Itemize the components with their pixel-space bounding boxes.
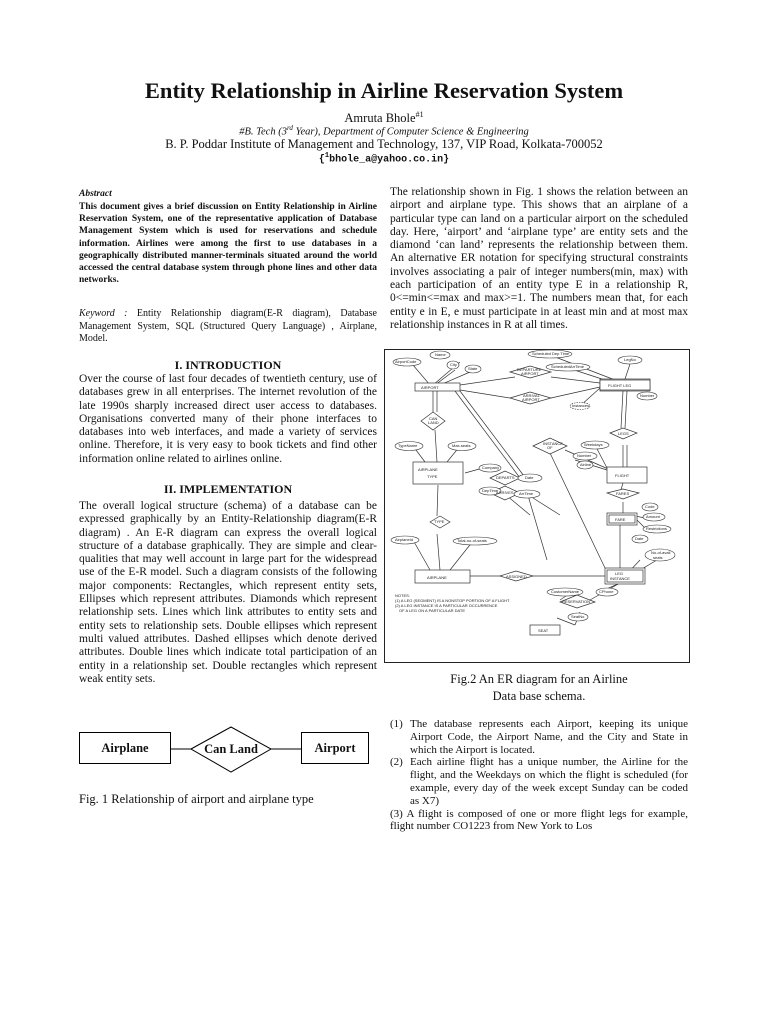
er-entity-airplane-type: AIRPLANE [418, 467, 438, 472]
abstract-heading: Abstract [79, 189, 112, 199]
list-item-text: Each airline flight has a unique number, the Airline for the flight, and the Weekdays on which the flight is scheduled (for example, every day of the week except Sunday can be coded as X7) [410, 756, 688, 807]
svg-text:OF: OF [547, 445, 553, 450]
svg-text:Total-no-of-seats: Total-no-of-seats [457, 538, 487, 543]
svg-text:INSTANCE: INSTANCE [610, 576, 630, 581]
list-item-text: The database represents each Airport, keeping its unique Airport Code, the Airport Name, and the City and State in which the Airport is located. [410, 718, 688, 756]
figure-2-caption-line-2: Data base schema. [492, 689, 586, 703]
svg-text:AirportCode: AirportCode [395, 359, 417, 364]
svg-text:CPhone: CPhone [599, 589, 614, 594]
implementation-heading: II. IMPLEMENTATION [163, 482, 293, 496]
svg-text:TypeName: TypeName [398, 443, 418, 448]
er-entity-airport: AIRPORT [421, 385, 439, 390]
er-diagram [385, 350, 689, 662]
svg-text:Scheduled Dep Time: Scheduled Dep Time [532, 351, 570, 356]
svg-text:State: State [468, 366, 478, 371]
figure-2 [384, 349, 690, 663]
svg-text:ScheduledArrTime: ScheduledArrTime [551, 364, 584, 369]
svg-text:DEPARTS: DEPARTS [496, 475, 515, 480]
svg-text:INSTANCE: INSTANCE [543, 441, 563, 446]
keywords-label: Keyword : [79, 308, 128, 319]
figure-2-caption [390, 671, 688, 705]
fig1-entity-airport: Airport [301, 732, 369, 764]
svg-text:LEGS: LEGS [618, 431, 629, 436]
svg-text:DEPARTURE: DEPARTURE [517, 367, 542, 372]
implementation-text: The overall logical structure (schema) of a database can be expressed graphically by an Entity-Relationship diagram(E-R diagram) . An E-R diagram can express the overall logical structure of a database graphically. They are simple and clear-qualities that may well account in large part for the widespread use of the E-R model. Such a diagram consists of the following major components: Rectangles, which represent entity sets, Ellipses which represent attributes. Diamonds which represent relationship sets. Lines which link attributes to entity sets and entity sets to relationship sets. Double ellipses which represent multi valued attributes. Dashed ellipses which denote derived attributes. Double lines which indicate total participation of an entity in a relationship set. Double rectangles which represent weak entity sets. [79, 500, 377, 685]
svg-text:Weekdays: Weekdays [584, 442, 603, 447]
svg-text:Airline: Airline [580, 462, 592, 467]
svg-text:AIRPORT: AIRPORT [522, 397, 540, 402]
fig1-relationship-label: Can Land [204, 742, 258, 756]
list-item [390, 808, 688, 834]
svg-text:Instances: Instances [572, 403, 590, 408]
email-body: bhole_a@yahoo.co.in} [329, 154, 450, 166]
requirements-list [390, 718, 688, 833]
keywords-text: Entity Relationship diagram(E-R diagram), Database Management System, SQL (Structured Query Language) , Airplane, Model. [79, 308, 377, 344]
keywords [79, 308, 377, 346]
er-entity-flight: FLIGHT [615, 473, 630, 478]
affiliation [0, 124, 768, 138]
svg-text:(1) A LEG (SEGMENT) IS A NONST: (1) A LEG (SEGMENT) IS A NONSTOP PORTION OF A FLIGHT [395, 598, 510, 603]
list-item [390, 718, 688, 756]
svg-text:AIRPORT: AIRPORT [521, 371, 539, 376]
svg-text:FARES: FARES [616, 491, 630, 496]
svg-text:DepTime: DepTime [482, 488, 499, 493]
svg-text:TYPE: TYPE [427, 474, 438, 479]
svg-text:Number: Number [640, 393, 655, 398]
right-paragraph-1: The relationship shown in Fig. 1 shows the relation between an airport and airplane type. This shows that an airplane of a particular type can land on a particular airport on the scheduled day. Here, ‘airport’ and ‘airplane type’ are entity sets and the diamond ‘can land’ represents the relationship between them. An alternative ER notation for specifying structural constraints involves associating a pair of integer numbers(min, max) with each participation of an entity type E in a relationship R, 0<=min<=max and max>=1. The numbers mean that, for each entity e in E, e must participate in at least min and at most max relationship instances in R at all times. [390, 186, 688, 331]
svg-text:Company: Company [482, 465, 500, 470]
er-entity-leg-instance: LEG [615, 571, 624, 576]
svg-text:Code: Code [645, 504, 655, 509]
svg-text:Number: Number [577, 453, 592, 458]
figure-1 [79, 725, 379, 775]
abstract-text: This document gives a brief discussion on Entity Relationship in Airline Reservation System, one of the representative application of Database Management System which is used for reservations and schedule information. Airlines were among the first to use databases in a geographically distributed manner-terminals situated around the world accessed the central database system through phone lines and other data networks. [79, 202, 377, 286]
svg-text:ASSIGNED: ASSIGNED [506, 574, 527, 579]
affiliation-suffix: Year), Department of Computer Science & Engineering [292, 126, 529, 138]
svg-text:(2) A LEG INSTANCE IS A PARTIC: (2) A LEG INSTANCE IS A PARTICULAR OCCURRENCE [395, 603, 498, 608]
svg-text:ARRIVES: ARRIVES [496, 490, 514, 495]
affiliation-prefix: #B. Tech (3 [239, 126, 287, 138]
institution: B. P. Poddar Institute of Management and Technology, 137, VIP Road, Kolkata-700052 [165, 137, 603, 151]
figure-2-caption-line-1: Fig.2 An ER diagram for an Airline [450, 672, 628, 686]
svg-text:ARRIVAL: ARRIVAL [523, 393, 540, 398]
svg-text:RESERVATION: RESERVATION [562, 599, 591, 604]
paper-title: Entity Relationship in Airline Reservation System [144, 78, 624, 103]
svg-text:NOTES:: NOTES: [395, 593, 410, 598]
svg-text:seats: seats [653, 555, 663, 560]
svg-text:Amount: Amount [646, 514, 660, 519]
fig1-entity-airplane: Airplane [79, 732, 171, 764]
intro-text: Over the course of last four decades of twentieth century, use of databases grew in all enterprises. The internet revolution of the late 1990s sharply increased direct user access to databases. Organisations converted many of their phone interfaces to databases into web interfaces, and made a variety of services online. Therefore, it is very easy to book tickets and find other information online related to airlines online. [79, 373, 377, 465]
svg-text:Max-seats: Max-seats [452, 443, 471, 448]
svg-text:LAND: LAND [428, 420, 439, 425]
er-entity-fare: FARE [615, 517, 626, 522]
er-entity-seat: SEAT [538, 628, 549, 633]
email-prefix: { [318, 154, 325, 166]
svg-text:TYPE: TYPE [434, 519, 445, 524]
svg-text:SeatNo: SeatNo [571, 614, 585, 619]
svg-text:Date: Date [635, 536, 644, 541]
svg-text:CAN: CAN [429, 416, 438, 421]
svg-text:Name: Name [435, 352, 446, 357]
svg-text:LegNo: LegNo [624, 357, 636, 362]
svg-text:CustomerName: CustomerName [551, 589, 580, 594]
list-item-text: A flight is composed of one or more flight legs for example, flight number CO1223 from New York to Los [390, 807, 688, 833]
svg-text:OF A LEG ON A PARTICULAR DATE: OF A LEG ON A PARTICULAR DATE [399, 608, 466, 613]
svg-text:No-of-avail: No-of-avail [651, 550, 671, 555]
svg-text:ArrTime: ArrTime [519, 491, 534, 496]
svg-text:AirplaneId: AirplaneId [395, 537, 414, 542]
er-entity-flight-leg: FLIGHT LEG [608, 383, 632, 388]
svg-text:City: City [450, 362, 457, 367]
author-mark: #1 [415, 110, 424, 119]
author-name: Amruta Bhole [344, 111, 416, 126]
list-item [390, 756, 688, 807]
svg-text:Date: Date [525, 475, 534, 480]
email [0, 152, 768, 165]
er-entity-airplane: AIRPLANE [427, 575, 447, 580]
email-mark: 1 [324, 152, 330, 160]
list-item-number: (2) [390, 756, 403, 769]
intro-heading: I. INTRODUCTION [174, 358, 282, 372]
figure-1-caption: Fig. 1 Relationship of airport and airplane type [79, 792, 314, 806]
list-item-number: (1) [390, 718, 403, 730]
list-item-number: (3) [390, 807, 403, 820]
affiliation-sup: rd [286, 124, 293, 132]
svg-text:Restrictions: Restrictions [646, 526, 667, 531]
